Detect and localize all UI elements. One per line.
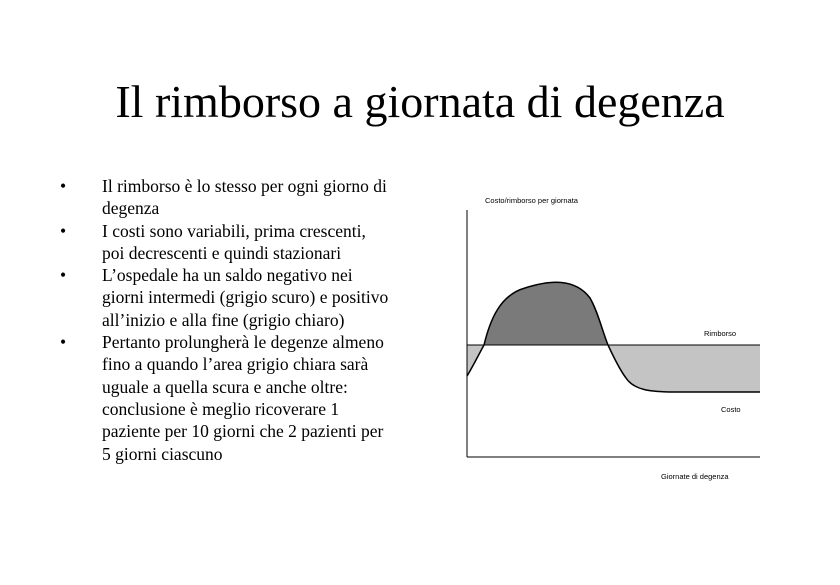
x-axis-label: Giornate di degenza [661,472,729,481]
bullet-item [60,331,390,465]
bullet-item [60,264,390,331]
bullet-item [60,220,390,265]
bullet-text: I costi sono variabili, prima crescenti, poi decrescenti e quindi stazionari [102,220,366,263]
cost-reimbursement-diagram [440,180,780,500]
bullet-dot: • [60,332,67,353]
bullet-text: Il rimborso è lo stesso per ogni giorno di degenza [102,176,387,219]
bullet-item [60,175,390,220]
bullet-list [60,175,390,465]
slide-title: Il rimborso a giornata di degenza [115,76,725,127]
rimborso-label: Rimborso [704,329,737,338]
bullet-dot: • [60,220,67,241]
y-axis-label: Costo/rimborso per giornata [485,196,578,205]
bullet-dot: • [60,176,67,196]
bullet-text: L’ospedale ha un saldo negativo nei giorni intermedi (grigio scuro) e positivo all’inizio e alla fine (grigio chiaro) [102,265,389,330]
costo-label: Costo [721,405,741,414]
bullet-text: Pertanto prolungherà le degenze almeno fino a quando l’area grigio chiara sarà uguale a quella scura e anche oltre: conclusione è meglio ricoverare 1 paziente per 10 giorni che 2 pazienti per 5 giorni ciascuno [102,332,384,464]
dark-gray-area [484,282,608,345]
bullet-dot: • [60,265,67,286]
light-gray-area-end [608,345,760,392]
